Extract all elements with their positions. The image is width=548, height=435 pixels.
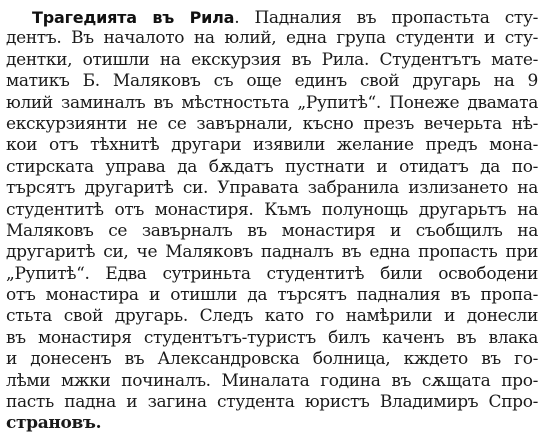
article-text-line: екскурзиянти не се завърнали, късно презъ вечерьта нѣ- [6, 113, 538, 134]
article-text-line: „Рупитѣ“. Едва сутриньта студентитѣ били освободени [6, 263, 538, 284]
article-text-line: пасть падна и загина студента юристъ Владимиръ Спро- [6, 392, 538, 413]
article-text-line: дентъ. Въ началото на юлий, една група студенти и сту- [6, 28, 538, 49]
article-headline: Трагедията въ Рила [32, 8, 235, 27]
article-text-line: матикъ Б. Маляковъ съ още единъ свой другарь на 9 [6, 71, 538, 92]
article-text-line: въ монастиря студентътъ-туристъ билъ каченъ въ влака [6, 327, 538, 348]
article-text-line: лѣми мжки починалъ. Миналата година въ сѫщата про- [6, 370, 538, 391]
news-article [6, 7, 538, 435]
article-text-line: дентки, отишли на екскурзия въ Рила. Студентътъ мате- [6, 49, 538, 70]
article-text-line: кои отъ тѣхнитѣ другари изявили желание предъ мона- [6, 135, 538, 156]
article-text-line: стьта свой другарь. Следъ като го намѣрили и донесли [6, 306, 538, 327]
article-text-line: отъ монастира и отишли да търсятъ падналия въ пропа- [6, 285, 538, 306]
article-text-line: стирската управа да бѫдатъ пустнати и отидатъ да по- [6, 156, 538, 177]
article-text-line: другаритѣ си, че Маляковъ падналъ въ една пропасть при [6, 242, 538, 263]
article-last-line: страновъ. [6, 413, 102, 434]
article-first-line [6, 7, 538, 28]
article-text-line: студентитѣ отъ монастиря. Къмъ полунощь другарьтъ на [6, 199, 538, 220]
article-text-line: юлий заминалъ въ мѣстностьта „Рупитѣ“. Понеже двамата [6, 92, 538, 113]
article-text-line: търсятъ другаритѣ си. Управата забранила излизането на [6, 178, 538, 199]
article-text-line: . Падналия въ пропастьта сту- [234, 8, 539, 28]
article-text-line: и донесенъ въ Александровска болница, кждето въ го- [6, 349, 538, 370]
article-text-line: Маляковъ се завърналъ въ монастиря и съобщилъ на [6, 220, 538, 241]
